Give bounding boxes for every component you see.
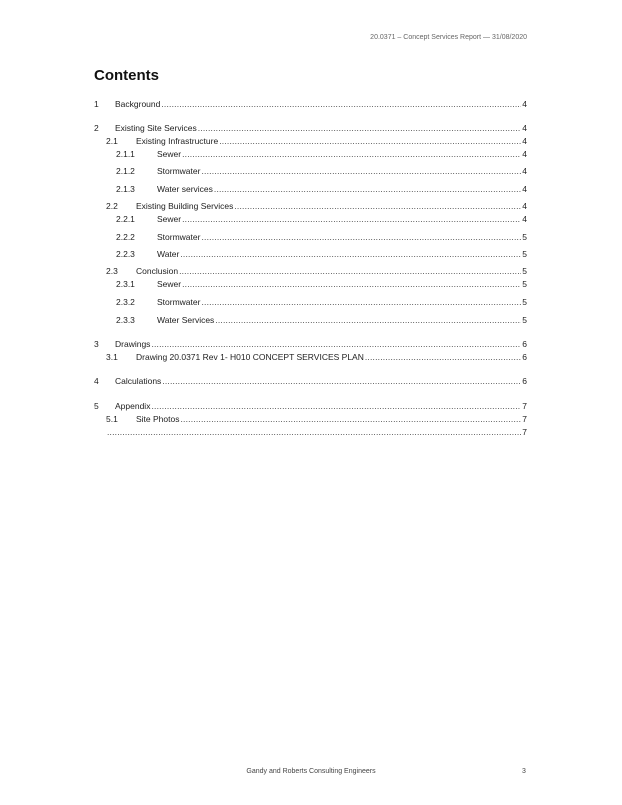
toc-leader-dots: [180, 249, 521, 260]
toc-entry-2-3-1[interactable]: [116, 279, 527, 290]
toc-entry-page: 5: [522, 232, 527, 242]
footer-page-number: 3: [522, 768, 526, 775]
toc-entry-label: Conclusion: [136, 266, 179, 276]
footer-company: Gandy and Roberts Consulting Engineers: [246, 768, 376, 775]
toc-entry-2-2-3[interactable]: [116, 249, 527, 260]
toc-entry-label: Existing Building Services: [136, 201, 234, 211]
toc-entry-page: 7: [522, 401, 527, 411]
toc-entry-page: 7: [522, 427, 527, 437]
toc-entry-page: 4: [522, 166, 527, 176]
toc-entry-label: Background: [115, 99, 161, 109]
toc-entry-page: 6: [522, 339, 527, 349]
toc-entry-number: 2.1: [106, 136, 118, 146]
toc-leader-dots: [151, 339, 521, 350]
toc-entry-label: Site Photos: [136, 414, 180, 424]
toc-entry-2-2-1[interactable]: [116, 214, 527, 225]
toc-entry-2-1[interactable]: [106, 136, 527, 147]
toc-entry-number: 2.3.3: [116, 315, 135, 325]
toc-leader-dots: [214, 184, 521, 195]
toc-entry-page: 4: [522, 123, 527, 133]
toc-entry-2-3-2[interactable]: [116, 297, 527, 308]
toc-entry-number: 3.1: [106, 352, 118, 362]
toc-leader-dots: [234, 201, 521, 212]
toc-entry-number: 2.2.2: [116, 232, 135, 242]
toc-entry-page: 5: [522, 249, 527, 259]
toc-entry-page: 6: [522, 376, 527, 386]
toc-entry-number: 2.3: [106, 266, 118, 276]
toc-leader-dots: [179, 266, 521, 277]
toc-entry-label: Drawings: [115, 339, 151, 349]
page-header: 20.0371 – Concept Services Report — 31/08/2020: [370, 34, 527, 41]
toc-entry-page: 4: [522, 99, 527, 109]
toc-entry-label: Stormwater: [157, 166, 201, 176]
toc-leader-dots: [365, 352, 521, 363]
toc-entry-2-1-2[interactable]: [116, 166, 527, 177]
toc-entry-number: 2.3.2: [116, 297, 135, 307]
toc-entry-page: 4: [522, 149, 527, 159]
toc-entry-label: Water services: [157, 184, 213, 194]
toc-entry-label: Calculations: [115, 376, 162, 386]
toc-leader-dots: [182, 214, 521, 225]
toc-leader-dots: [180, 414, 521, 425]
toc-entry-number: 5.1: [106, 414, 118, 424]
toc-entry-2-3[interactable]: [106, 266, 527, 277]
toc-leader-dots: [201, 297, 521, 308]
toc-entry-page: 4: [522, 136, 527, 146]
toc-entry-page: 5: [522, 279, 527, 289]
toc-leader-dots: [182, 279, 521, 290]
toc-entry-5-1[interactable]: [106, 414, 527, 425]
toc-entry-number: 2.2.1: [116, 214, 135, 224]
toc-leader-dots: [107, 427, 521, 438]
toc-entry-2-1-1[interactable]: [116, 149, 527, 160]
toc-entry-page: 4: [522, 214, 527, 224]
toc-entry-page: 5: [522, 315, 527, 325]
toc-entry-page: 6: [522, 352, 527, 362]
toc-entry-2-2-2[interactable]: [116, 232, 527, 243]
toc-entry-5[interactable]: [94, 401, 527, 412]
toc-entry-label: Drawing 20.0371 Rev 1- H010 CONCEPT SERVICES PLAN: [136, 352, 364, 362]
toc-entry-label: Sewer: [157, 149, 182, 159]
toc-leader-dots: [161, 99, 521, 110]
toc-leader-dots: [198, 123, 522, 134]
toc-leader-dots: [201, 232, 521, 243]
toc-leader-dots: [162, 376, 521, 387]
toc-entry-2[interactable]: [94, 123, 527, 134]
toc-entry-number: 3: [94, 339, 99, 349]
toc-entry-label: Existing Infrastructure: [136, 136, 219, 146]
toc-leader-dots: [219, 136, 521, 147]
toc-entry-number: 2.2: [106, 201, 118, 211]
toc-leader-dots: [182, 149, 521, 160]
toc-entry-page: 5: [522, 266, 527, 276]
toc-entry-page: 7: [522, 414, 527, 424]
toc-leader-dots: [215, 315, 521, 326]
toc-entry-label: Appendix: [115, 401, 151, 411]
toc-entry-4[interactable]: [94, 376, 527, 387]
toc-entry-number: 5: [94, 401, 99, 411]
toc-entry-label: Sewer: [157, 279, 182, 289]
page-title: Contents: [94, 67, 159, 84]
toc-entry-label: Stormwater: [157, 297, 201, 307]
toc-entry-2-1-3[interactable]: [116, 184, 527, 195]
toc-entry-number: 2.3.1: [116, 279, 135, 289]
toc-entry-3-1[interactable]: [106, 352, 527, 363]
toc-entry-number: 2.1.1: [116, 149, 135, 159]
toc-entry-3[interactable]: [94, 339, 527, 350]
toc-entry-2-2[interactable]: [106, 201, 527, 212]
toc-entry-number: 1: [94, 99, 99, 109]
toc-entry-label: Water: [157, 249, 180, 259]
toc-entry-label: Sewer: [157, 214, 182, 224]
toc-entry-number: 4: [94, 376, 99, 386]
toc-leader-dots: [151, 401, 521, 412]
toc-entry-number: 2: [94, 123, 99, 133]
toc-entry-1[interactable]: [94, 99, 527, 110]
toc-entry-blank[interactable]: [106, 427, 527, 438]
toc-entry-number: 2.1.3: [116, 184, 135, 194]
toc-entry-label: Water Services: [157, 315, 215, 325]
toc-leader-dots: [201, 166, 521, 177]
toc-entry-page: 4: [522, 184, 527, 194]
toc-entry-number: 2.2.3: [116, 249, 135, 259]
toc-entry-number: 2.1.2: [116, 166, 135, 176]
toc-entry-page: 5: [522, 297, 527, 307]
toc-entry-page: 4: [522, 201, 527, 211]
toc-entry-2-3-3[interactable]: [116, 315, 527, 326]
toc-entry-label: Stormwater: [157, 232, 201, 242]
toc-entry-label: Existing Site Services: [115, 123, 197, 133]
